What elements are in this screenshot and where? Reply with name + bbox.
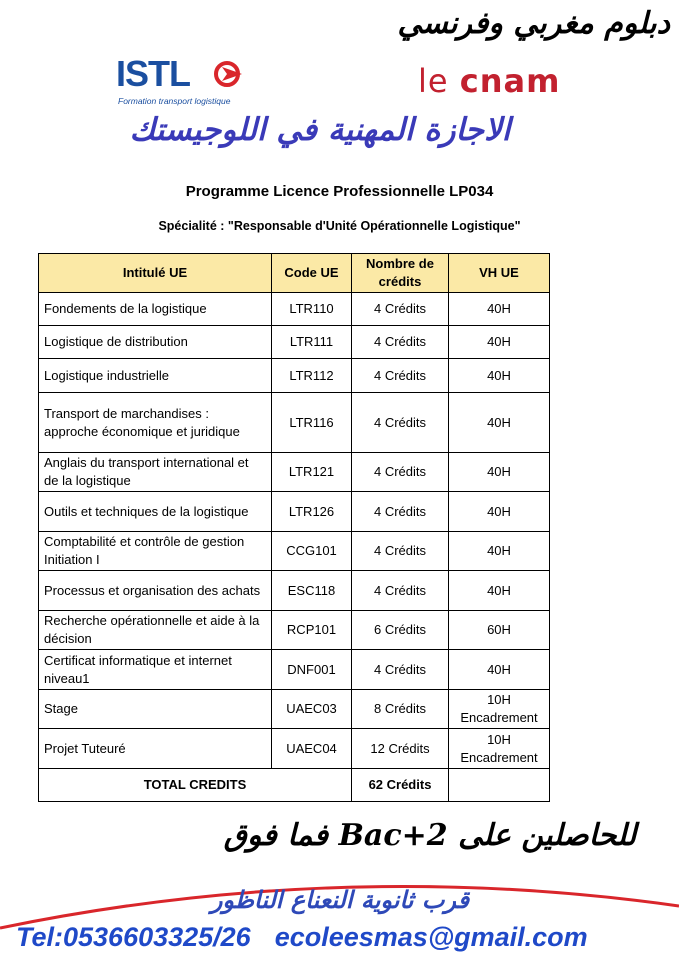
cell-credits: 4 Crédits: [352, 492, 449, 532]
cell-code: LTR112: [272, 359, 352, 393]
cell-intitule: Outils et techniques de la logistique: [39, 492, 272, 532]
cell-credits: 4 Crédits: [352, 293, 449, 326]
cell-code: RCP101: [272, 611, 352, 650]
cell-credits: 8 Crédits: [352, 690, 449, 729]
cell-code: CCG101: [272, 532, 352, 571]
cell-code: UAEC03: [272, 690, 352, 729]
cnam-logo: [418, 62, 560, 100]
total-value: 62 Crédits: [352, 769, 449, 802]
table-row: [39, 453, 550, 492]
cell-code: UAEC04: [272, 729, 352, 769]
cell-vh: 40H: [449, 393, 550, 453]
cell-code: DNF001: [272, 650, 352, 690]
cell-credits: 4 Crédits: [352, 453, 449, 492]
cell-credits: 4 Crédits: [352, 326, 449, 359]
cnam-logo-name: cnam: [459, 62, 561, 100]
cell-intitule: Recherche opérationnelle et aide à la décision: [39, 611, 272, 650]
cell-vh: 40H: [449, 532, 550, 571]
cell-code: LTR126: [272, 492, 352, 532]
cell-intitule: Processus et organisation des achats: [39, 571, 272, 611]
cell-vh: 40H: [449, 571, 550, 611]
cell-credits: 6 Crédits: [352, 611, 449, 650]
table-row: [39, 571, 550, 611]
cell-vh: 40H: [449, 326, 550, 359]
cell-vh: 40H: [449, 453, 550, 492]
arabic-diploma-heading: دبلوم مغربي وفرنسي: [397, 6, 670, 41]
location-text: قرب ثانوية النعناع الناظور: [210, 885, 470, 914]
cell-intitule: Certificat informatique et internet niveau1: [39, 650, 272, 690]
specialite-line: Spécialité : "Responsable d'Unité Opérationnelle Logistique": [158, 219, 521, 233]
table-row: [39, 690, 550, 729]
col-header-credits: Nombre de crédits: [352, 254, 449, 293]
table-row: [39, 326, 550, 359]
cell-vh: 40H: [449, 492, 550, 532]
cell-intitule: Stage: [39, 690, 272, 729]
table-row: [39, 611, 550, 650]
cell-credits: 4 Crédits: [352, 571, 449, 611]
istl-logo-tagline: Formation transport logistique: [118, 96, 231, 106]
cell-credits: 4 Crédits: [352, 359, 449, 393]
cell-vh: 60H: [449, 611, 550, 650]
table-row: [39, 293, 550, 326]
arabic-licence-title: الاجازة المهنية في اللوجيستك: [129, 112, 511, 148]
cell-credits: 4 Crédits: [352, 532, 449, 571]
cell-intitule: Fondements de la logistique: [39, 293, 272, 326]
col-header-vh: VH UE: [449, 254, 550, 293]
col-header-code: Code UE: [272, 254, 352, 293]
total-row: [39, 769, 550, 802]
cell-code: LTR116: [272, 393, 352, 453]
cell-code: LTR110: [272, 293, 352, 326]
cell-vh: 10H Encadrement: [449, 729, 550, 769]
table-row: [39, 650, 550, 690]
table-row: [39, 729, 550, 769]
cell-intitule: Projet Tuteuré: [39, 729, 272, 769]
cell-credits: 12 Crédits: [352, 729, 449, 769]
cell-intitule: Anglais du transport international et de la logistique: [39, 453, 272, 492]
cell-vh: 10H Encadrement: [449, 690, 550, 729]
cell-intitule: Logistique de distribution: [39, 326, 272, 359]
admission-requirement: للحاصلين على Bac+2 فما فوق: [223, 818, 637, 853]
programme-title: Programme Licence Professionnelle LP034: [185, 183, 494, 200]
cell-code: ESC118: [272, 571, 352, 611]
cell-credits: 4 Crédits: [352, 393, 449, 453]
istl-logo-text: ISTL: [116, 53, 190, 94]
total-label: TOTAL CREDITS: [39, 769, 352, 802]
email-address: ecoleesmas@gmail.com: [274, 922, 588, 952]
cell-vh: 40H: [449, 650, 550, 690]
cell-vh: 40H: [449, 359, 550, 393]
cell-code: LTR111: [272, 326, 352, 359]
contact-line: [16, 922, 676, 953]
table-header-row: [39, 254, 550, 293]
cell-intitule: Transport de marchandises : approche économique et juridique: [39, 393, 272, 453]
table-row: [39, 393, 550, 453]
table-row: [39, 532, 550, 571]
cell-intitule: Comptabilité et contrôle de gestion Initiation I: [39, 532, 272, 571]
table-row: [39, 359, 550, 393]
ue-table: [38, 253, 550, 802]
cell-vh: 40H: [449, 293, 550, 326]
table-row: [39, 492, 550, 532]
istl-logo-graphic: [114, 52, 264, 108]
istl-logo: [114, 52, 264, 108]
total-empty-cell: [449, 769, 550, 802]
cnam-logo-prefix: le: [418, 62, 449, 100]
col-header-intitule: Intitulé UE: [39, 254, 272, 293]
cell-intitule: Logistique industrielle: [39, 359, 272, 393]
cell-code: LTR121: [272, 453, 352, 492]
cell-credits: 4 Crédits: [352, 650, 449, 690]
phone-number: Tel:0536603325/26: [16, 922, 251, 952]
